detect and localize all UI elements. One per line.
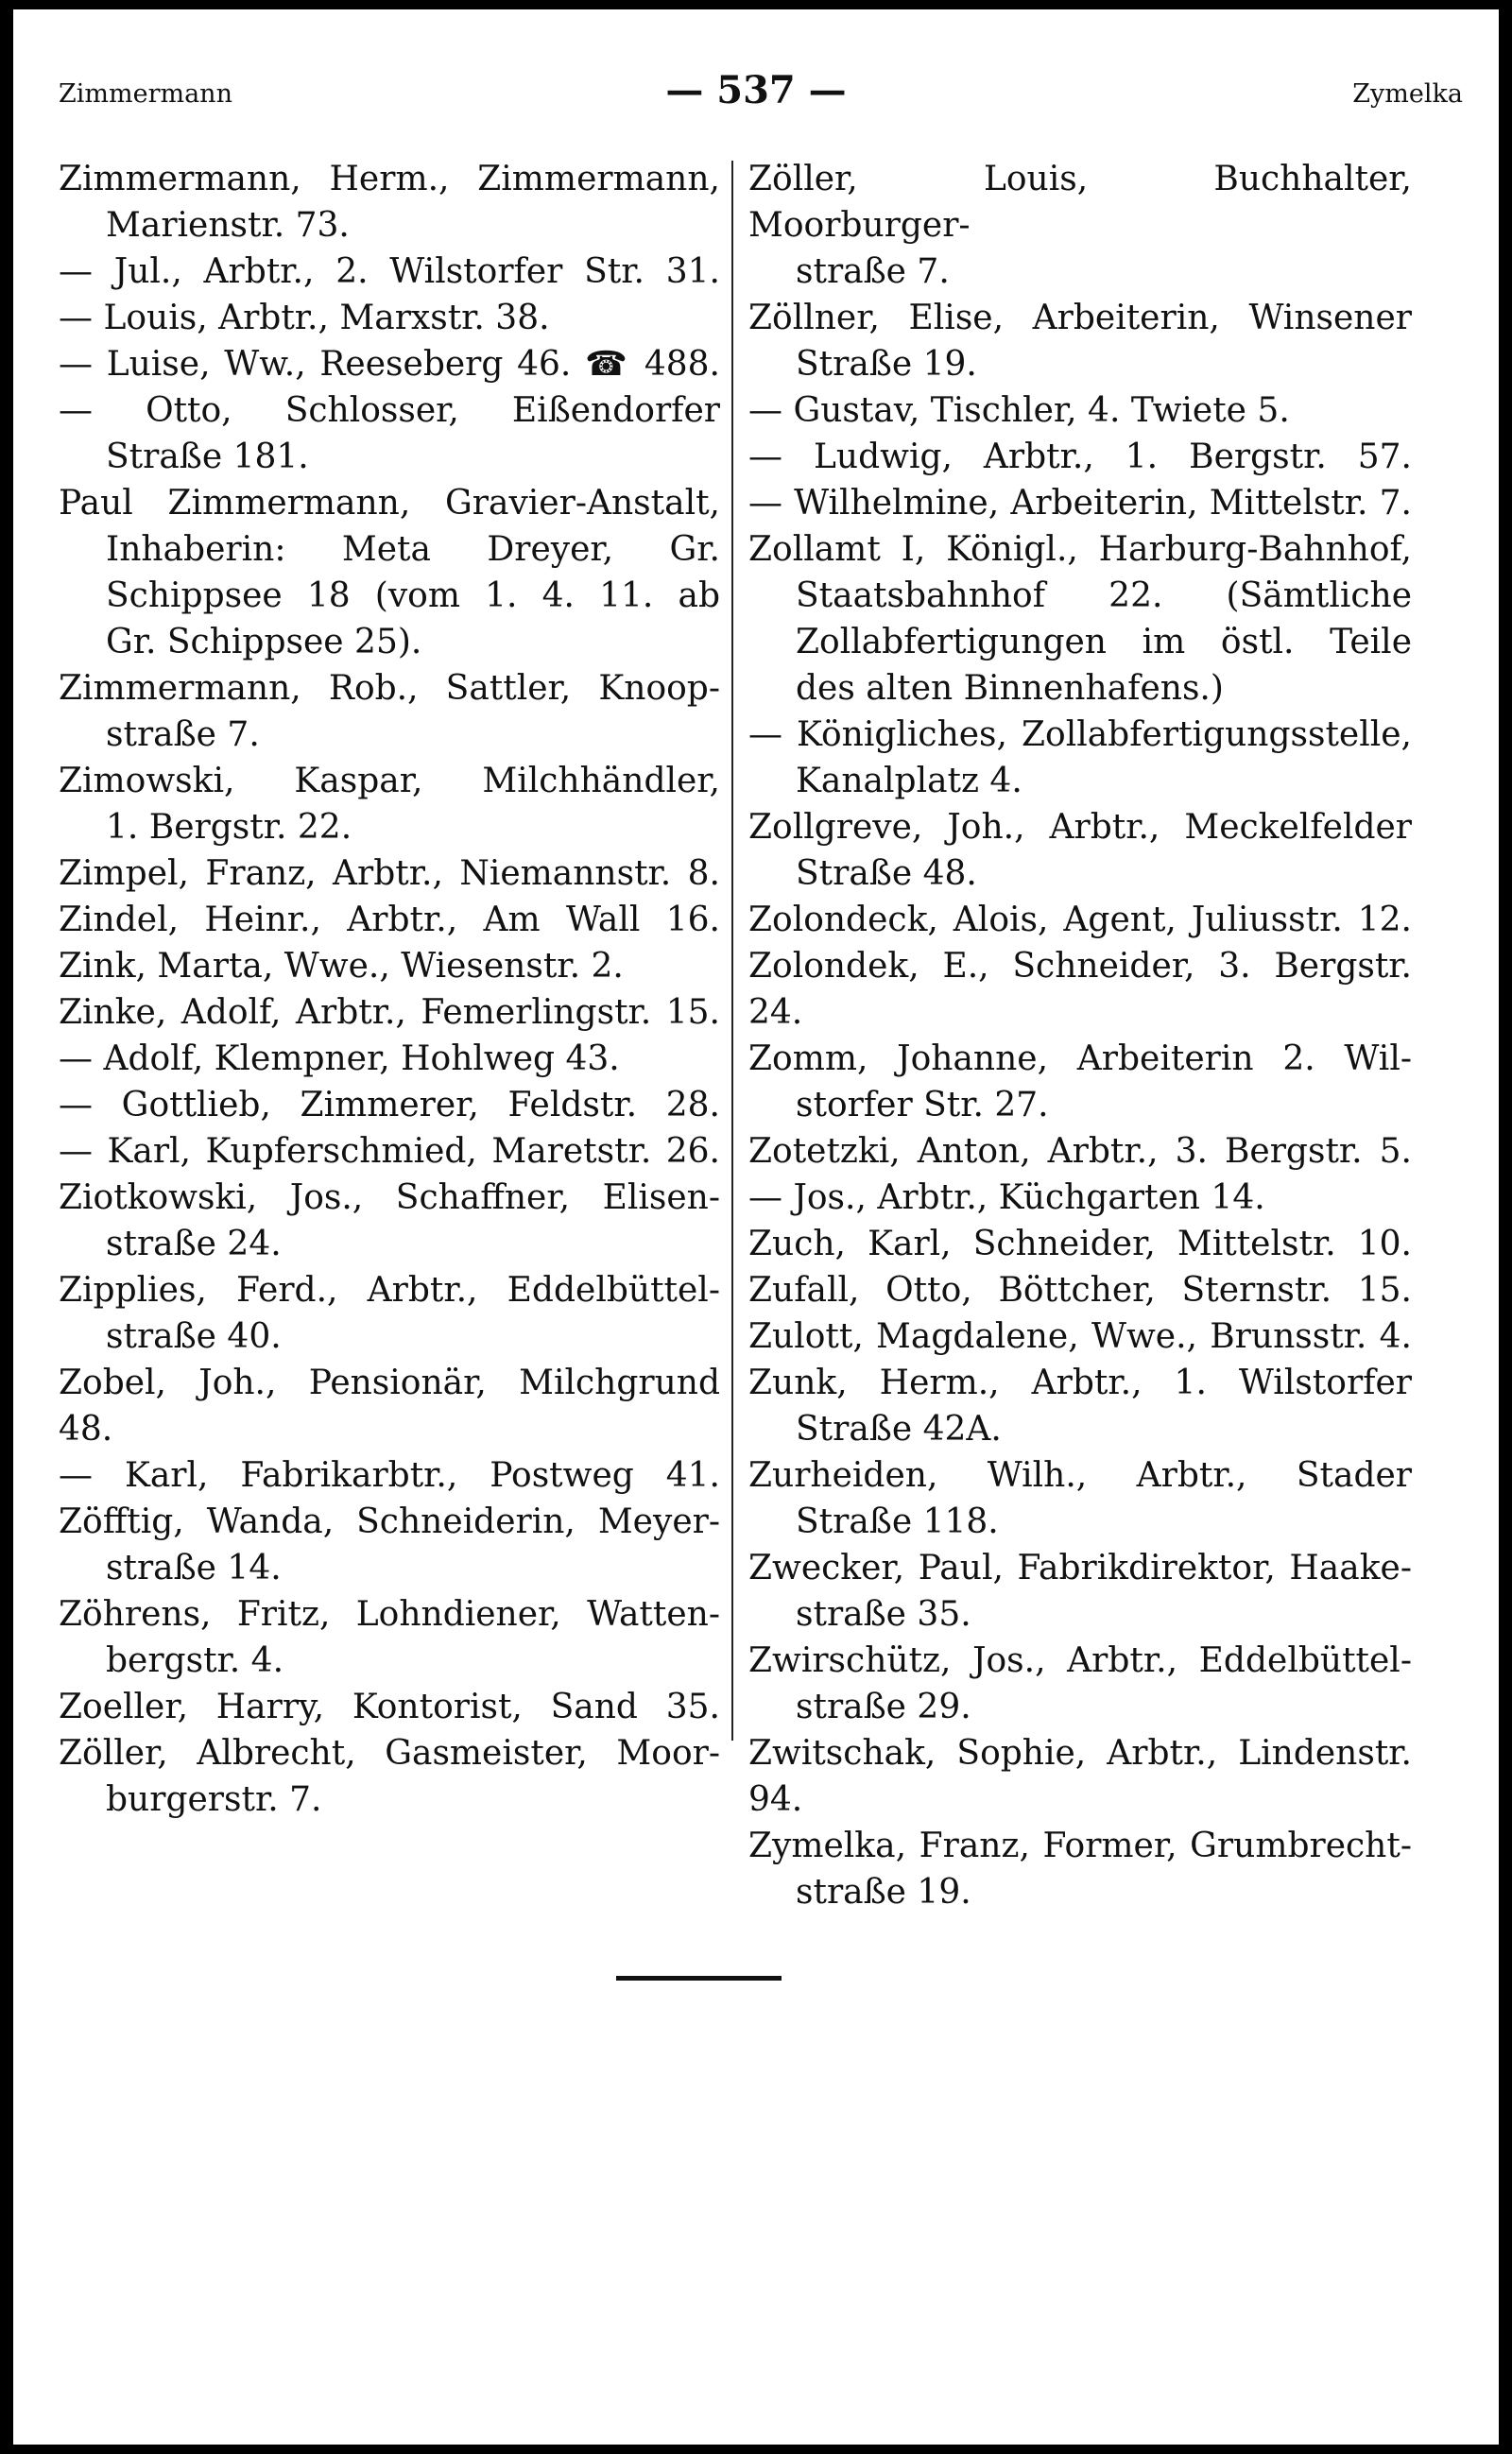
entry-line: Zwitschak, Sophie, Arbtr., Lindenstr. 94. [748,1734,1412,1819]
entry-line: — Ludwig, Arbtr., 1. Bergstr. 57. [748,438,1412,476]
entry-line: Zöller, Albrecht, Gasmeister, Moor- [59,1734,720,1773]
entry-line: Zolondeck, Alois, Agent, Juliusstr. 12. [748,901,1412,939]
entry-line: straße 35. [796,1595,971,1634]
entry-line: Staatsbahnhof 22. (Sämtliche [796,576,1412,615]
entry-line: Kanalplatz 4. [796,762,1022,800]
entry-line: Straße 42A. [796,1410,1002,1449]
entry-line: Zomm, Johanne, Arbeiterin 2. Wil- [748,1039,1412,1078]
entry-line: straße 14. [106,1549,282,1587]
entry-line: 1. Bergstr. 22. [106,808,352,847]
entry-line: Zwecker, Paul, Fabrikdirektor, Haake- [748,1549,1412,1587]
entry-line: Zöhrens, Fritz, Lohndiener, Watten- [59,1595,720,1634]
entry-line: — Karl, Fabrikarbtr., Postweg 41. [59,1456,720,1495]
entry-line: burgerstr. 7. [106,1780,322,1819]
entry-line: — Jul., Arbtr., 2. Wilstorfer Str. 31. [59,252,720,291]
entry-line: — Adolf, Klempner, Hohlweg 43. [59,1039,620,1078]
entry-line: Marienstr. 73. [106,206,350,245]
entry-line: — Jos., Arbtr., Küchgarten 14. [748,1178,1265,1217]
entry-line: — Gottlieb, Zimmerer, Feldstr. 28. [59,1086,720,1124]
entry-line: Zinke, Adolf, Arbtr., Femerlingstr. 15. [59,993,720,1032]
page-number: — 537 — [665,68,847,112]
entry-line: — Luise, Ww., Reeseberg 46. ☎ 488. [59,345,720,384]
entry-line: Ziotkowski, Jos., Schaffner, Elisen- [59,1178,720,1217]
entry-line: Zolondek, E., Schneider, 3. Bergstr. 24. [748,947,1412,1032]
entry-line: Gr. Schippsee 25). [106,623,422,661]
entry-line: — Wilhelmine, Arbeiterin, Mittelstr. 7. [748,484,1412,523]
entry-line: Zwirschütz, Jos., Arbtr., Eddelbüttel- [748,1641,1412,1680]
entry-line: Zunk, Herm., Arbtr., 1. Wilstorfer [748,1364,1412,1402]
entry-line: Zöllner, Elise, Arbeiterin, Winsener [748,299,1412,337]
entry-line: Zufall, Otto, Böttcher, Sternstr. 15. [748,1271,1412,1310]
entry-line: Zymelka, Franz, Former, Grumbrecht- [748,1827,1412,1865]
entry-line: Zöfftig, Wanda, Schneiderin, Meyer- [59,1502,720,1541]
entry-line: Zollgreve, Joh., Arbtr., Meckelfelder [748,808,1412,847]
entry-line: — Louis, Arbtr., Marxstr. 38. [59,299,550,337]
entry-line: Schippsee 18 (vom 1. 4. 11. ab [106,576,720,615]
entry-line: des alten Binnenhafens.) [796,669,1224,708]
right-column [748,156,1412,1915]
entry-line: Zimmermann, Herm., Zimmermann, [59,160,720,198]
entry-line: Zobel, Joh., Pensionär, Milchgrund 48. [59,1364,720,1449]
entry-line: Straße 181. [106,438,309,476]
directory-page [13,9,1499,2445]
entry-line: straße 7. [796,252,950,291]
entry-line: Zulott, Magdalene, Wwe., Brunsstr. 4. [748,1317,1412,1356]
entry-line: — Otto, Schlosser, Eißendorfer [59,391,720,430]
entry-line: Zimmermann, Rob., Sattler, Knoop- [59,669,720,708]
entry-line: Zink, Marta, Wwe., Wiesenstr. 2. [59,947,624,986]
entry-line: Straße 48. [796,854,977,893]
entry-line: Zurheiden, Wilh., Arbtr., Stader [748,1456,1412,1495]
entry-line: straße 40. [106,1317,282,1356]
entry-line: straße 7. [106,715,260,754]
entry-line: — Gustav, Tischler, 4. Twiete 5. [748,391,1290,430]
end-rule [616,1976,782,1981]
entry-line: Paul Zimmermann, Gravier-Anstalt, [59,484,720,523]
entry-line: — Königliches, Zollabfertigungsstelle, [748,715,1412,754]
entry-line: storfer Str. 27. [796,1086,1049,1124]
left-column [59,156,720,1823]
entry-line: straße 19. [796,1873,971,1912]
entry-line: Zimowski, Kaspar, Milchhändler, [59,762,720,800]
entry-line: Zindel, Heinr., Arbtr., Am Wall 16. [59,901,720,939]
entry-line: bergstr. 4. [106,1641,284,1680]
entry-line: Straße 118. [796,1502,999,1541]
entry-line: — Karl, Kupferschmied, Maretstr. 26. [59,1132,720,1171]
entry-line: Inhaberin: Meta Dreyer, Gr. [106,530,720,569]
header-first-name: Zimmermann [59,79,232,109]
header-last-name: Zymelka [1352,79,1463,109]
entry-line: Zuch, Karl, Schneider, Mittelstr. 10. [748,1225,1412,1263]
column-divider [731,161,733,1741]
entry-line: Zotetzki, Anton, Arbtr., 3. Bergstr. 5. [748,1132,1412,1171]
page-header [13,68,1499,115]
entry-line: Zollabfertigungen im östl. Teile [796,623,1412,661]
entry-line: Zollamt I, Königl., Harburg-Bahnhof, [748,530,1412,569]
entry-line: straße 24. [106,1225,282,1263]
entry-line: Zipplies, Ferd., Arbtr., Eddelbüttel- [59,1271,720,1310]
entry-line: straße 29. [796,1688,971,1726]
entry-line: Zimpel, Franz, Arbtr., Niemannstr. 8. [59,854,720,893]
entry-line: Zoeller, Harry, Kontorist, Sand 35. [59,1688,720,1726]
entry-line: Zöller, Louis, Buchhalter, Moorburger- [748,160,1412,245]
entry-line: Straße 19. [796,345,977,384]
